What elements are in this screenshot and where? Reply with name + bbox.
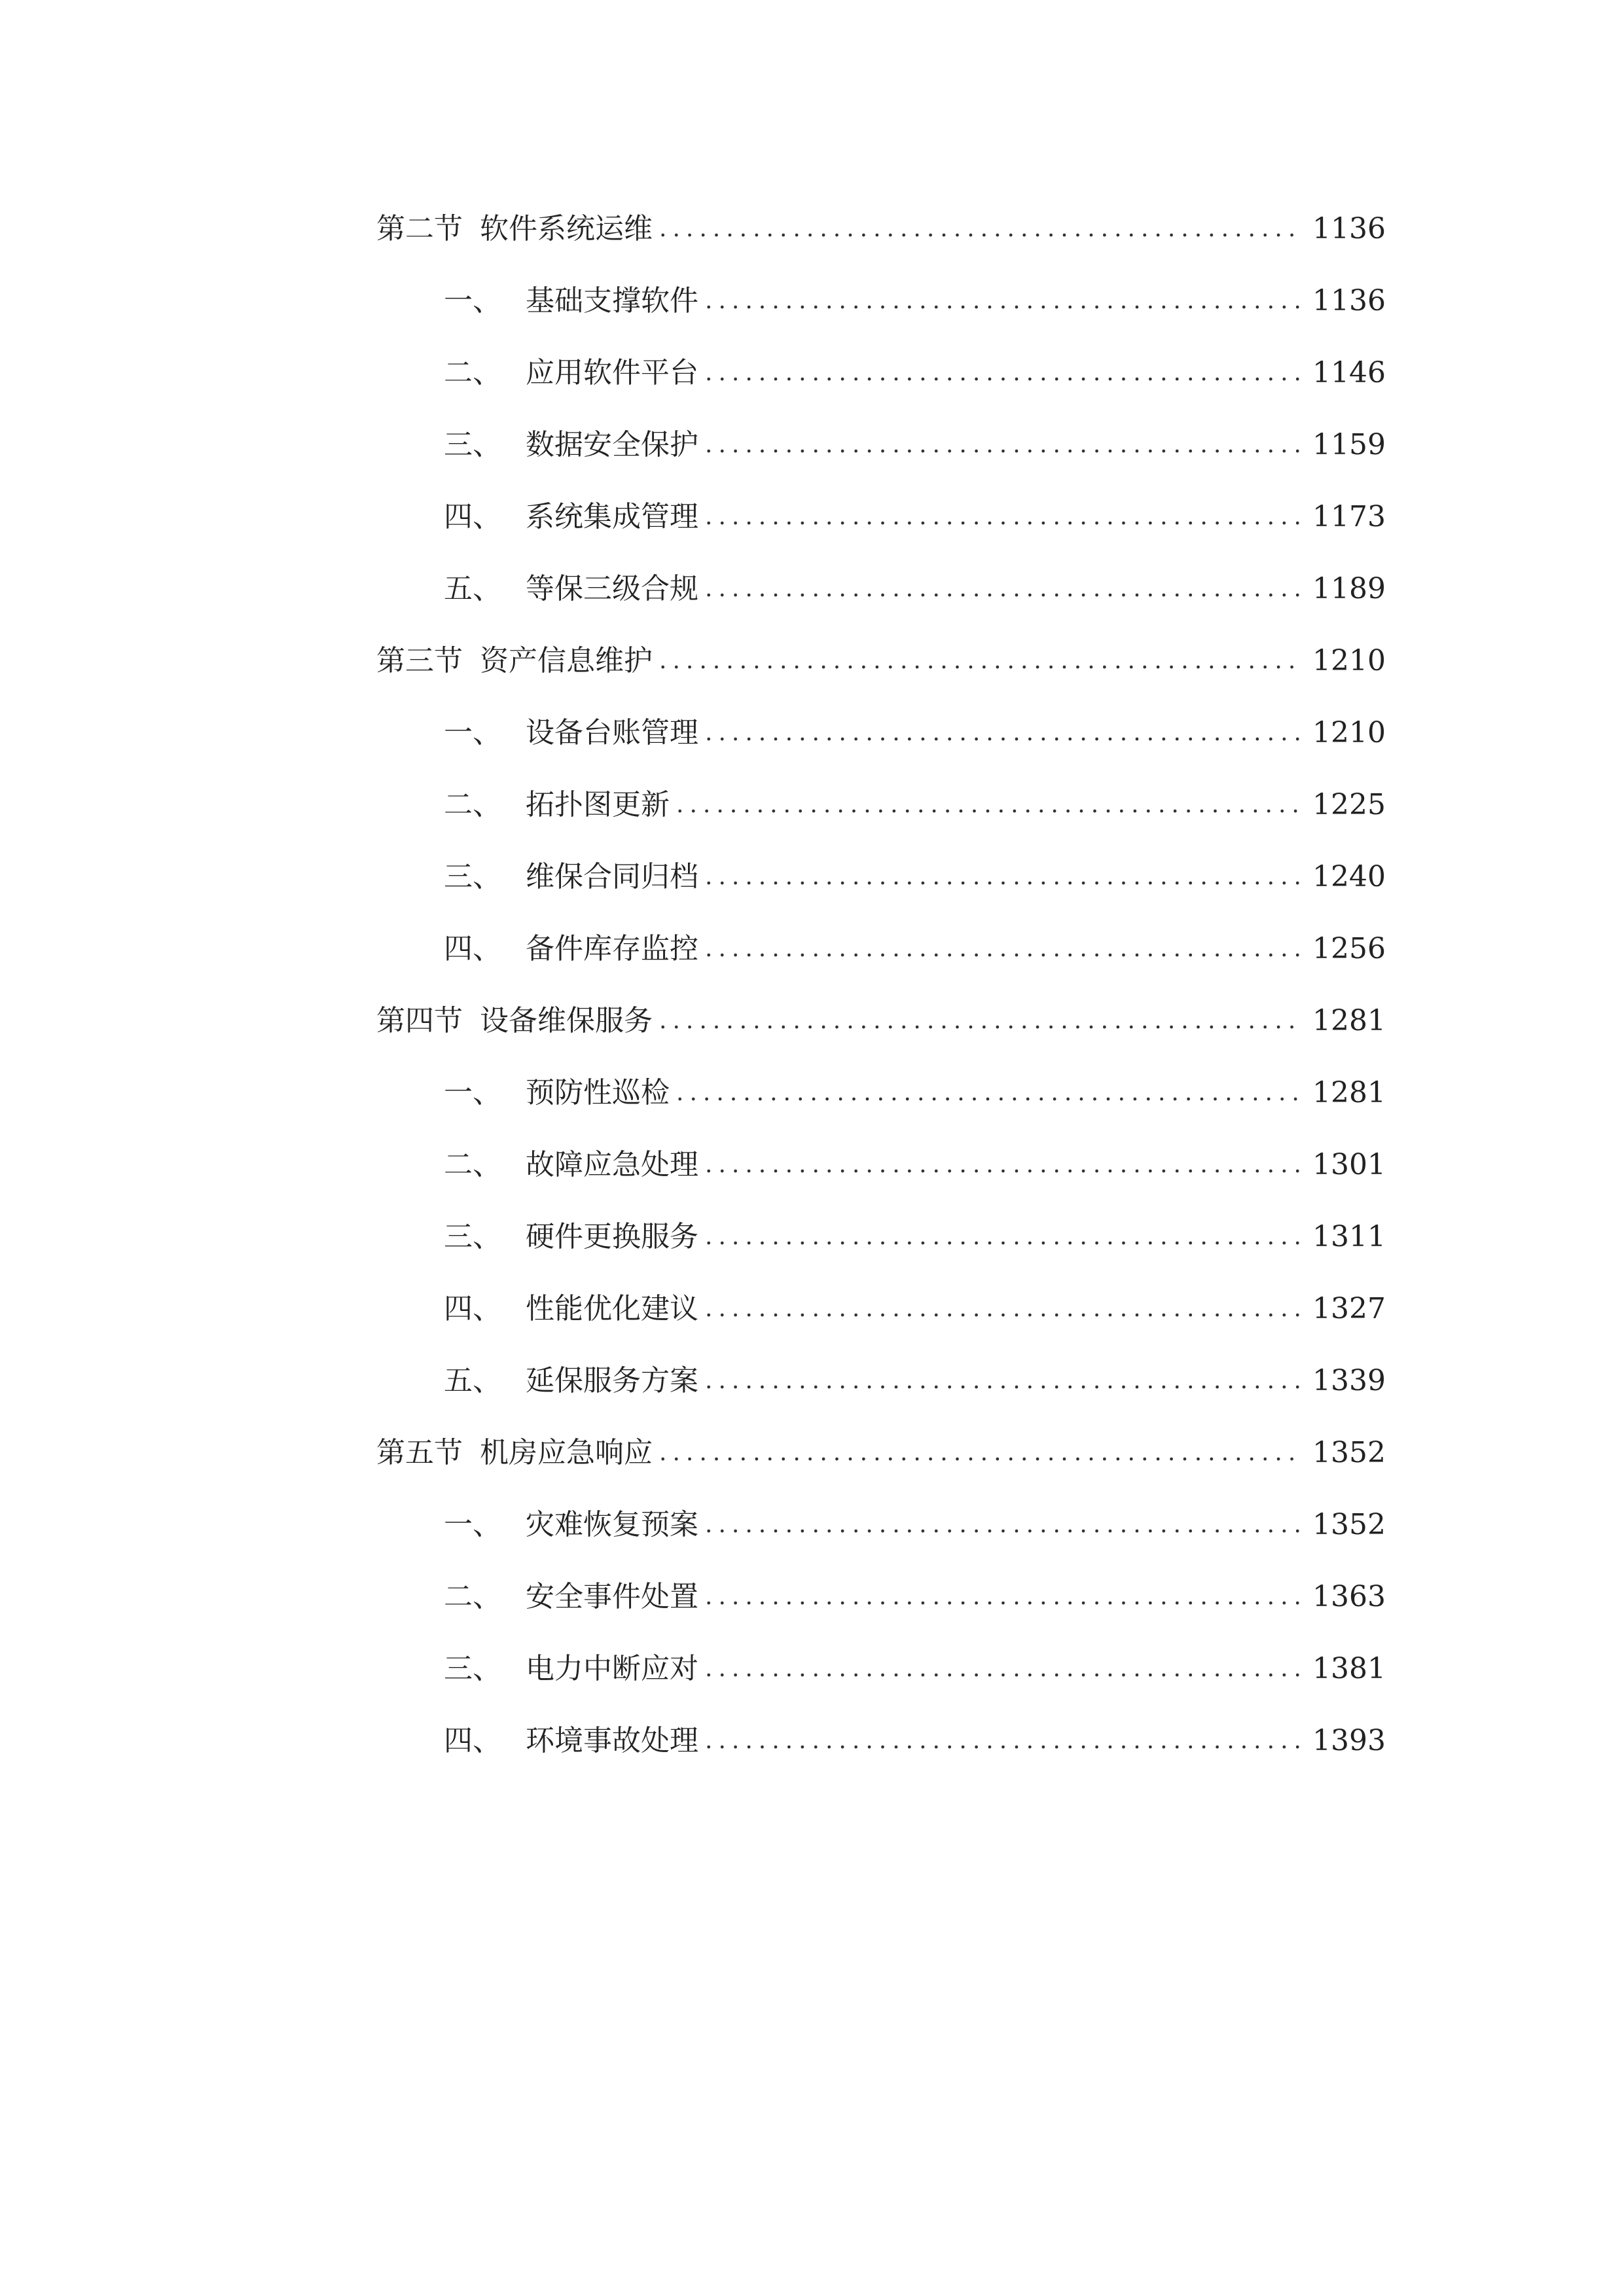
dot-leader (705, 563, 1301, 615)
dot-leader (676, 1067, 1301, 1119)
toc-subsection-entry[interactable] (444, 1571, 1386, 1623)
toc-subsection-entry[interactable] (444, 707, 1386, 759)
dot-leader (659, 1427, 1301, 1479)
toc-number: 一、 (444, 716, 501, 749)
toc-page-number: 1210 (1312, 644, 1386, 677)
dot-leader (705, 419, 1301, 471)
dot-leader (705, 1211, 1301, 1263)
toc-page-number: 1136 (1312, 212, 1386, 245)
toc-section-entry[interactable] (376, 203, 1386, 255)
toc-number: 第五节 (376, 1436, 463, 1469)
toc-title: 环境事故处理 (526, 1724, 698, 1757)
toc-page-number: 1159 (1312, 428, 1386, 461)
dot-leader (705, 1355, 1301, 1407)
toc-subsection-entry[interactable] (444, 1499, 1386, 1551)
toc-page-number: 1393 (1312, 1724, 1386, 1757)
dot-leader (659, 995, 1301, 1047)
toc-title: 延保服务方案 (526, 1364, 698, 1397)
toc-title: 维保合同归档 (526, 860, 698, 893)
toc-subsection-entry[interactable] (444, 347, 1386, 399)
toc-title: 资产信息维护 (480, 644, 653, 677)
toc-section-entry[interactable] (376, 635, 1386, 687)
toc-number: 五、 (444, 572, 501, 605)
toc-number: 二、 (444, 1580, 501, 1613)
toc-title: 预防性巡检 (526, 1076, 670, 1109)
dot-leader (659, 203, 1301, 255)
dot-leader (705, 1283, 1301, 1335)
toc-title: 灾难恢复预案 (526, 1508, 698, 1541)
toc-number: 四、 (444, 932, 501, 965)
toc-number: 三、 (444, 1652, 501, 1685)
toc-number: 五、 (444, 1364, 501, 1397)
toc-number: 四、 (444, 1292, 501, 1325)
toc-number: 二、 (444, 788, 501, 821)
toc-title: 安全事件处置 (526, 1580, 698, 1613)
dot-leader (705, 1571, 1301, 1623)
toc-number: 二、 (444, 356, 501, 389)
toc-subsection-entry[interactable] (444, 1211, 1386, 1263)
dot-leader (705, 1499, 1301, 1551)
toc-number: 第四节 (376, 1004, 463, 1037)
toc-title: 系统集成管理 (526, 500, 698, 533)
toc-page-number: 1189 (1312, 572, 1386, 605)
dot-leader (705, 923, 1301, 975)
dot-leader (705, 347, 1301, 399)
toc-page-number: 1240 (1312, 860, 1386, 893)
toc-subsection-entry[interactable] (444, 491, 1386, 543)
toc-page-number: 1173 (1312, 500, 1386, 533)
toc-number: 二、 (444, 1148, 501, 1181)
toc-page-number: 1352 (1312, 1436, 1386, 1469)
toc-subsection-entry[interactable] (444, 1643, 1386, 1695)
toc-number: 三、 (444, 860, 501, 893)
toc-number: 第二节 (376, 212, 463, 245)
toc-title: 设备维保服务 (480, 1004, 653, 1037)
toc-title: 拓扑图更新 (526, 788, 670, 821)
toc-title: 故障应急处理 (526, 1148, 698, 1181)
toc-page-number: 1363 (1312, 1580, 1386, 1613)
toc-page-number: 1281 (1312, 1076, 1386, 1109)
dot-leader (659, 635, 1301, 687)
toc-title: 应用软件平台 (526, 356, 698, 389)
toc-page-number: 1352 (1312, 1508, 1386, 1541)
toc-subsection-entry[interactable] (444, 1355, 1386, 1407)
toc-page-number: 1281 (1312, 1004, 1386, 1037)
toc-subsection-entry[interactable] (444, 275, 1386, 327)
dot-leader (705, 851, 1301, 903)
toc-number: 四、 (444, 500, 501, 533)
toc-subsection-entry[interactable] (444, 419, 1386, 471)
dot-leader (676, 779, 1301, 831)
toc-title: 硬件更换服务 (526, 1220, 698, 1253)
toc-subsection-entry[interactable] (444, 1715, 1386, 1767)
toc-title: 电力中断应对 (526, 1652, 698, 1685)
toc-subsection-entry[interactable] (444, 1283, 1386, 1335)
toc-page-number: 1339 (1312, 1364, 1386, 1397)
toc-page-number: 1256 (1312, 932, 1386, 965)
dot-leader (705, 1643, 1301, 1695)
toc-number: 第三节 (376, 644, 463, 677)
toc-title: 机房应急响应 (480, 1436, 653, 1469)
toc-number: 三、 (444, 428, 501, 461)
toc-subsection-entry[interactable] (444, 563, 1386, 615)
toc-page-number: 1146 (1312, 356, 1386, 389)
toc-title: 软件系统运维 (480, 212, 653, 245)
toc-subsection-entry[interactable] (444, 923, 1386, 975)
toc-page-number: 1311 (1312, 1220, 1386, 1253)
toc-section-entry[interactable] (376, 995, 1386, 1047)
toc-number: 一、 (444, 1508, 501, 1541)
toc-page-number: 1225 (1312, 788, 1386, 821)
toc-number: 四、 (444, 1724, 501, 1757)
toc-subsection-entry[interactable] (444, 851, 1386, 903)
dot-leader (705, 707, 1301, 759)
dot-leader (705, 491, 1301, 543)
toc-title: 等保三级合规 (526, 572, 698, 605)
toc-subsection-entry[interactable] (444, 1139, 1386, 1191)
toc-title: 基础支撑软件 (526, 284, 698, 317)
toc-section-entry[interactable] (376, 1427, 1386, 1479)
toc-page-number: 1381 (1312, 1652, 1386, 1685)
toc-number: 一、 (444, 1076, 501, 1109)
toc-page-number: 1327 (1312, 1292, 1386, 1325)
toc-subsection-entry[interactable] (444, 779, 1386, 831)
dot-leader (705, 1139, 1301, 1191)
toc-page-number: 1136 (1312, 284, 1386, 317)
toc-title: 性能优化建议 (526, 1292, 698, 1325)
toc-title: 数据安全保护 (526, 428, 698, 461)
dot-leader (705, 1715, 1301, 1767)
toc-page-number: 1210 (1312, 716, 1386, 749)
toc-number: 一、 (444, 284, 501, 317)
toc-page-number: 1301 (1312, 1148, 1386, 1181)
toc-title: 设备台账管理 (526, 716, 698, 749)
dot-leader (705, 275, 1301, 327)
toc-title: 备件库存监控 (526, 932, 698, 965)
toc-number: 三、 (444, 1220, 501, 1253)
toc-subsection-entry[interactable] (444, 1067, 1386, 1119)
